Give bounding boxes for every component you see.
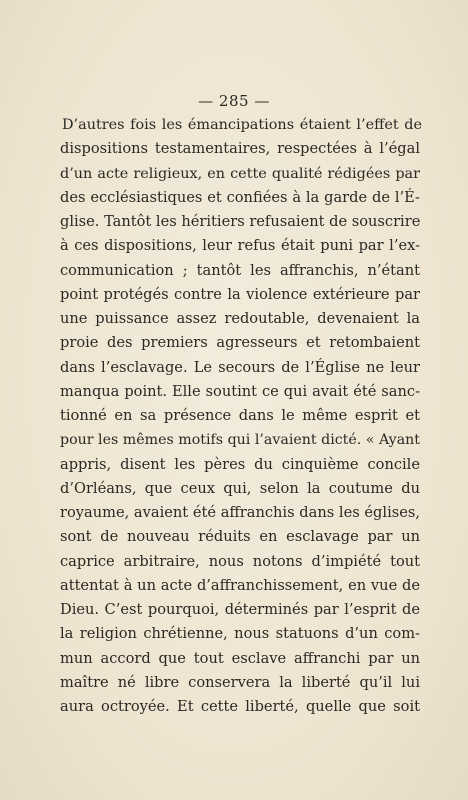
text-line: aura octroyée. Et cette liberté, quelle que soit bbox=[60, 698, 420, 715]
text-line: pour les mêmes motifs qui l’avaient dicté. « Ayant bbox=[60, 432, 420, 449]
body-text bbox=[60, 113, 420, 719]
text-line: D’autres fois les émancipations étaient l’effet de bbox=[62, 117, 422, 133]
text-line: maître né libre conservera la liberté qu’il lui bbox=[60, 673, 420, 691]
text-line: la religion chrétienne, nous statuons d’un com- bbox=[60, 625, 420, 643]
text-line: caprice arbitraire, nous notons d’impiété tout bbox=[60, 552, 420, 570]
text-line: une puissance assez redoutable, devenaient la bbox=[60, 310, 420, 327]
page-number: — 285 — bbox=[198, 92, 270, 110]
text-line: point protégés contre la violence extérieure par bbox=[60, 285, 420, 303]
text-line: communication ; tantôt les affranchis, n’étant bbox=[60, 261, 420, 279]
text-line: manqua point. Elle soutint ce qui avait été sanc- bbox=[60, 382, 420, 400]
text-line: royaume, avaient été affranchis dans les églises, bbox=[60, 504, 420, 521]
text-line: d’un acte religieux, en cette qualité rédigées par bbox=[60, 165, 420, 182]
text-line: à ces dispositions, leur refus était puni par l’ex- bbox=[60, 237, 420, 255]
text-line: tionné en sa présence dans le même esprit et bbox=[60, 407, 420, 424]
text-line: des ecclésiastiques et confiées à la garde de l’É- bbox=[60, 188, 420, 206]
text-line: d’Orléans, que ceux qui, selon la coutume du bbox=[60, 479, 420, 497]
text-line: proie des premiers agresseurs et retombaient bbox=[60, 334, 420, 352]
text-line: dispositions testamentaires, respectées à l’égal bbox=[60, 140, 420, 158]
text-line: glise. Tantôt les héritiers refusaient de souscrire bbox=[60, 213, 421, 230]
text-line: sont de nouveau réduits en esclavage par un bbox=[60, 528, 420, 546]
text-line: appris, disent les pères du cinquième concile bbox=[60, 455, 420, 473]
text-line: attentat à un acte d’affranchissement, en vue de bbox=[60, 576, 420, 594]
text-line: dans l’esclavage. Le secours de l’Église ne leur bbox=[60, 358, 420, 376]
text-line: mun accord que tout esclave affranchi par un bbox=[60, 649, 420, 667]
text-line: Dieu. C’est pourquoi, déterminés par l’esprit de bbox=[60, 601, 420, 618]
